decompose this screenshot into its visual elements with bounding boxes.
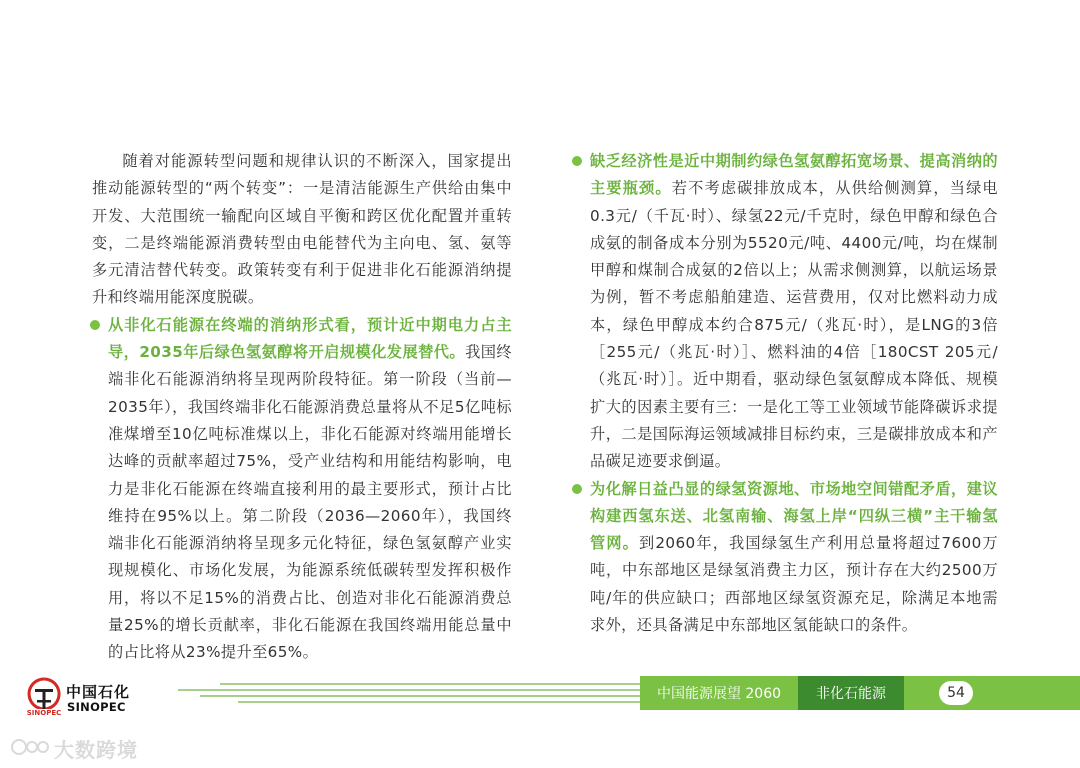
watermark-logo-icon [10,737,50,757]
page-number: 54 [939,681,973,705]
sinopec-logo-icon [26,676,62,716]
bullet-body: 到2060年，我国绿氢生产利用总量将超过7600万吨，中东部地区是绿氢消费主力区，预计存在大约2500万吨/年的供应缺口；西部地区绿氢资源充足，除满足本地需求外，还具备满足中东部地区氢能缺口的条件。 [590,534,998,635]
footer-section-label: 非化石能源 [816,686,886,702]
bullet-dot-icon [90,320,100,330]
footer-book-title-box [640,676,798,710]
bullet-heading: 缺乏经济性是近中期制约绿色氢氨醇拓宽场景、提高消纳的主要瓶颈。 [590,152,998,198]
bullet-paragraph-2 [574,148,998,476]
svg-text:SINOPEC: SINOPEC [26,709,62,716]
right-column [574,148,998,639]
watermark-text: 大数跨境 [54,738,138,762]
bullet-body: 我国终端非化石能源消纳将呈现两阶段特征。第一阶段（当前—2035年），我国终端非化石能源消费总量将从不足5亿吨标准煤增至10亿吨标准煤以上，非化石能源对终端用能增长达峰的贡献率超过75%，受产业结构和用能结构影响，电力是非化石能源在终端直接利用的最主要形式，预计占比维持在95%以上。第二阶段（2036—2060年），我国终端非化石能源消纳将呈现多元化特征，绿色氢氨醇产业实现规模化、市场化发展，为能源系统低碳转型发挥积极作用，将以不足15%的消费占比、创造对非化石能源消费总量25%的增长贡献率，非化石能源在我国终端用能总量中的占比将从23%提升至65%。 [108,343,512,662]
bullet-heading: 从非化石能源在终端的消纳形式看，预计近中期电力占主导，2035年后绿色氢氨醇将开启规模化发展替代。 [108,315,512,362]
bullet-heading: 为化解日益凸显的绿氢资源地、市场地空间错配矛盾，建议构建西氢东送、北氢南输、海氢上岸“四纵三横”主干输氢管网。 [590,479,998,553]
bullet-dot-icon [572,484,582,494]
bullet-paragraph-1 [92,312,512,667]
bullet-dot-icon [572,156,582,166]
intro-paragraph: 随着对能源转型问题和规律认识的不断深入，国家提出推动能源转型的“两个转变”：一是清洁能源生产供给由集中开发、大范围统一输配向区域自平衡和跨区优化配置并重转变，二是终端能源消费转型由电能替代为主向电、氢、氨等多元清洁替代转变。政策转变有利于促进非化石能源消纳提升和终端用能深度脱碳。 [92,152,512,307]
logo-english-name: SINOPEC [67,700,126,714]
footer-book-title: 中国能源展望 2060 [656,686,782,702]
footer-section-box [798,676,904,710]
footer-page-box [904,676,1080,710]
bullet-body: 若不考虑碳排放成本，从供给侧测算，当绿电0.3元/（千瓦·时）、绿氢22元/千克时，绿色甲醇和绿色合成氨的制备成本分别为5520元/吨、4400元/吨，均在煤制甲醇和煤制合成氨的2倍以上；从需求侧测算，以航运场景为例，暂不考虑船舶建造、运营费用，仅对比燃料动力成本，绿色甲醇成本约合875元/（兆瓦·时），是LNG的3倍［255元/（兆瓦·时）］、燃料油的4倍［180CST 205元/（兆瓦·时）］。近中期看，驱动绿色氢氨醇成本降低、规模扩大的因素主要有三：一是化工等工业领域节能降碳诉求提升，二是国际海运领域减排目标约束，三是碳排放成本和产品碳足迹要求倒逼。 [590,179,999,471]
bullet-paragraph-3 [574,476,998,640]
logo-chinese-name: 中国石化 [66,683,131,701]
left-column [92,148,512,667]
